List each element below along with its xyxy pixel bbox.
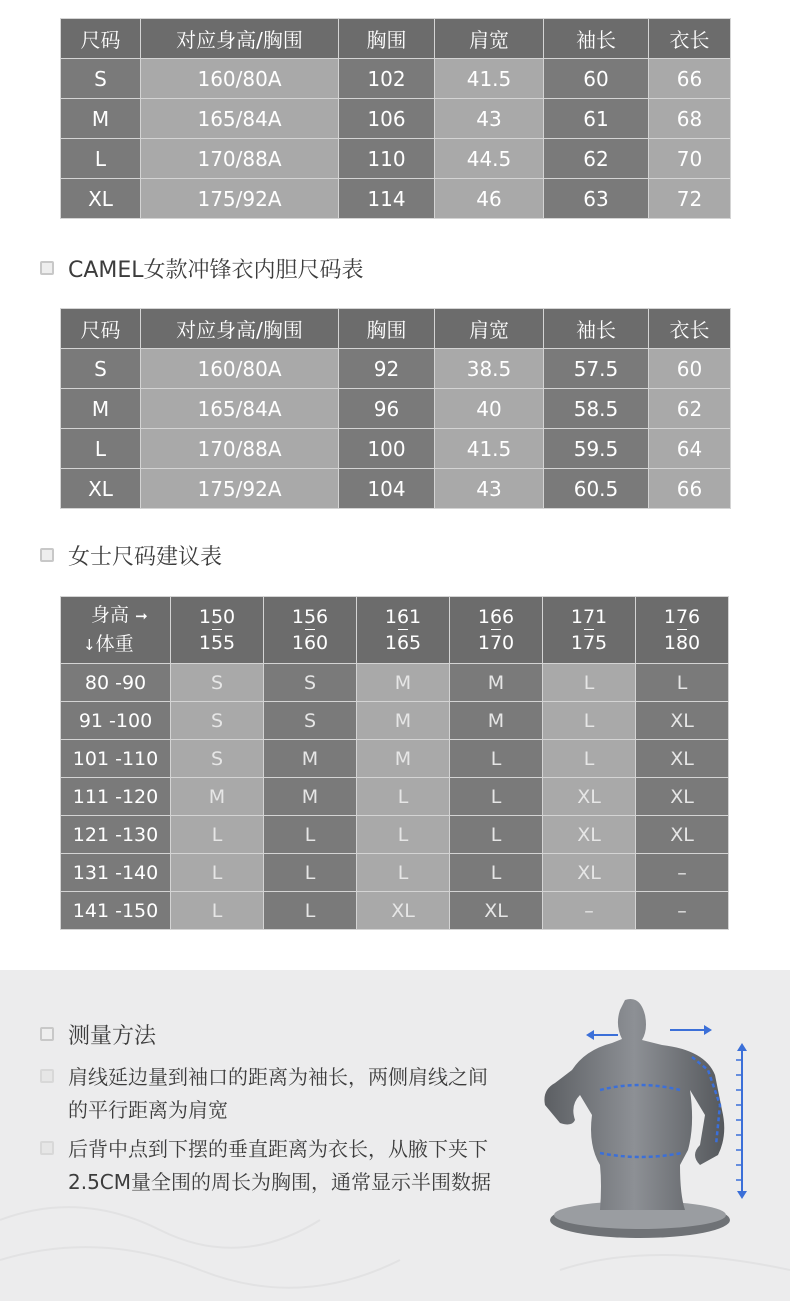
table-cell: 110 <box>339 139 435 179</box>
height-range-top: 171 <box>570 606 608 628</box>
table-cell: 64 <box>649 429 731 469</box>
size-cell: L <box>450 740 543 778</box>
size-cell: M <box>357 664 450 702</box>
table-cell: 66 <box>649 59 731 99</box>
table-row <box>61 139 731 179</box>
size-cell: M <box>171 778 264 816</box>
table-row <box>61 179 731 219</box>
size-cell: L <box>543 740 636 778</box>
table-cell: 60 <box>544 59 649 99</box>
weight-range-cell: 121 -130 <box>61 816 171 854</box>
size-cell: S <box>171 740 264 778</box>
height-range-header <box>450 597 543 664</box>
mannequin-illustration <box>530 995 770 1255</box>
table-cell: 100 <box>339 429 435 469</box>
table-row <box>61 664 729 702</box>
table-cell: 63 <box>544 179 649 219</box>
size-cell: L <box>357 816 450 854</box>
size-cell: M <box>357 702 450 740</box>
column-header: 尺码 <box>61 19 141 59</box>
table-cell: 58.5 <box>544 389 649 429</box>
column-header: 衣长 <box>649 19 731 59</box>
table-cell: L <box>61 429 141 469</box>
section-title-text: 女士尺码建议表 <box>68 544 223 570</box>
table-cell: 165/84A <box>141 99 339 139</box>
size-cell: L <box>450 778 543 816</box>
table-row <box>61 389 731 429</box>
table-cell: 43 <box>435 99 544 139</box>
table-cell: 170/88A <box>141 139 339 179</box>
table-cell: 160/80A <box>141 349 339 389</box>
column-header: 袖长 <box>544 309 649 349</box>
table-cell: 38.5 <box>435 349 544 389</box>
table-cell: 41.5 <box>435 429 544 469</box>
weight-range-cell: 91 -100 <box>61 702 171 740</box>
height-range-header <box>357 597 450 664</box>
height-range-bottom: 160 <box>291 632 329 654</box>
table-cell: 160/80A <box>141 59 339 99</box>
height-range-bottom: 175 <box>570 632 608 654</box>
arrow-down-icon: ↓ <box>83 636 96 654</box>
section-title-liner <box>40 253 364 283</box>
height-range-top: 150 <box>198 606 236 628</box>
size-cell: M <box>450 702 543 740</box>
column-header: 袖长 <box>544 19 649 59</box>
size-cell: M <box>450 664 543 702</box>
section-title-text: CAMEL女款冲锋衣内胆尺码表 <box>68 257 364 283</box>
table-cell: M <box>61 99 141 139</box>
height-range-header <box>543 597 636 664</box>
column-header: 对应身高/胸围 <box>141 309 339 349</box>
size-cell: L <box>357 854 450 892</box>
size-cell: XL <box>636 740 729 778</box>
table-cell: 61 <box>544 99 649 139</box>
arrow-right-icon: ➞ <box>135 607 148 625</box>
height-range-bottom: 170 <box>477 632 515 654</box>
table-cell: L <box>61 139 141 179</box>
size-cell: L <box>171 892 264 930</box>
table-cell: 104 <box>339 469 435 509</box>
size-cell: M <box>264 740 357 778</box>
weight-range-cell: 101 -110 <box>61 740 171 778</box>
size-cell: L <box>264 892 357 930</box>
weight-range-cell: 80 -90 <box>61 664 171 702</box>
table-cell: S <box>61 349 141 389</box>
table-cell: 43 <box>435 469 544 509</box>
table-header-row <box>61 19 731 59</box>
bullet-square-icon <box>40 1069 54 1083</box>
size-cell: S <box>171 664 264 702</box>
column-header: 胸围 <box>339 19 435 59</box>
table-row <box>61 854 729 892</box>
size-cell: L <box>171 854 264 892</box>
size-cell: L <box>450 854 543 892</box>
height-range-bottom: 165 <box>384 632 422 654</box>
size-cell: – <box>543 892 636 930</box>
size-recommend-table <box>60 596 729 930</box>
table-cell: 44.5 <box>435 139 544 179</box>
section-title-measure <box>40 1019 156 1049</box>
column-header: 衣长 <box>649 309 731 349</box>
corner-cell <box>61 597 171 664</box>
size-cell: XL <box>543 854 636 892</box>
table-cell: M <box>61 389 141 429</box>
size-cell: L <box>264 854 357 892</box>
size-cell: L <box>543 702 636 740</box>
table-cell: 165/84A <box>141 389 339 429</box>
size-cell: L <box>171 816 264 854</box>
table-cell: 40 <box>435 389 544 429</box>
table-cell: 62 <box>544 139 649 179</box>
weight-range-cell: 111 -120 <box>61 778 171 816</box>
size-cell: S <box>264 702 357 740</box>
weight-range-cell: 131 -140 <box>61 854 171 892</box>
table-cell: S <box>61 59 141 99</box>
table-row <box>61 816 729 854</box>
paragraph-text: 肩线延边量到袖口的距离为袖长，两侧肩线之间的平行距离为肩宽 <box>68 1065 488 1122</box>
section-title-recommend <box>40 540 222 570</box>
size-cell: L <box>450 816 543 854</box>
table-cell: 70 <box>649 139 731 179</box>
table-cell: 175/92A <box>141 179 339 219</box>
table-cell: 68 <box>649 99 731 139</box>
size-cell: XL <box>636 816 729 854</box>
size-cell: XL <box>543 778 636 816</box>
size-cell: XL <box>543 816 636 854</box>
column-header: 肩宽 <box>435 309 544 349</box>
table-cell: 60.5 <box>544 469 649 509</box>
table-cell: 170/88A <box>141 429 339 469</box>
column-header: 尺码 <box>61 309 141 349</box>
table-row <box>61 99 731 139</box>
column-header: 肩宽 <box>435 19 544 59</box>
table-row <box>61 429 731 469</box>
table-cell: 102 <box>339 59 435 99</box>
measure-paragraph-sleeve <box>40 1061 510 1127</box>
table-row <box>61 740 729 778</box>
table-cell: XL <box>61 469 141 509</box>
table-cell: XL <box>61 179 141 219</box>
bullet-square-icon <box>40 1027 54 1041</box>
size-table-liner <box>60 308 731 509</box>
size-cell: L <box>264 816 357 854</box>
size-cell: L <box>357 778 450 816</box>
bullet-square-icon <box>40 261 54 275</box>
table-row <box>61 349 731 389</box>
bullet-square-icon <box>40 1141 54 1155</box>
height-range-top: 166 <box>477 606 515 628</box>
column-header: 对应身高/胸围 <box>141 19 339 59</box>
table-cell: 66 <box>649 469 731 509</box>
table-cell: 62 <box>649 389 731 429</box>
measure-paragraph-length <box>40 1133 510 1199</box>
table-cell: 96 <box>339 389 435 429</box>
table-cell: 175/92A <box>141 469 339 509</box>
size-cell: S <box>264 664 357 702</box>
size-cell: L <box>636 664 729 702</box>
size-cell: – <box>636 854 729 892</box>
table-cell: 57.5 <box>544 349 649 389</box>
table-header-row <box>61 597 729 664</box>
table-cell: 46 <box>435 179 544 219</box>
height-range-top: 176 <box>663 606 701 628</box>
height-range-header <box>264 597 357 664</box>
height-range-header <box>636 597 729 664</box>
table-row <box>61 59 731 99</box>
table-row <box>61 778 729 816</box>
size-cell: S <box>171 702 264 740</box>
table-row <box>61 702 729 740</box>
table-cell: 60 <box>649 349 731 389</box>
size-cell: M <box>357 740 450 778</box>
table-cell: 59.5 <box>544 429 649 469</box>
size-cell: XL <box>636 702 729 740</box>
table-cell: 41.5 <box>435 59 544 99</box>
size-cell: XL <box>636 778 729 816</box>
size-cell: XL <box>357 892 450 930</box>
height-range-bottom: 180 <box>663 632 701 654</box>
weight-label: 体重 <box>95 633 134 655</box>
height-range-bottom: 155 <box>198 632 236 654</box>
height-label: 身高 <box>91 604 130 626</box>
table-row <box>61 469 731 509</box>
table-cell: 92 <box>339 349 435 389</box>
height-range-top: 156 <box>291 606 329 628</box>
weight-range-cell: 141 -150 <box>61 892 171 930</box>
paragraph-text: 后背中点到下摆的垂直距离为衣长，从腋下夹下2.5CM量全围的周长为胸围，通常显示半围数据 <box>68 1137 492 1194</box>
table-cell: 114 <box>339 179 435 219</box>
height-range-top: 161 <box>384 606 422 628</box>
table-cell: 72 <box>649 179 731 219</box>
table-header-row <box>61 309 731 349</box>
bullet-square-icon <box>40 548 54 562</box>
size-cell: – <box>636 892 729 930</box>
size-cell: XL <box>450 892 543 930</box>
size-cell: M <box>264 778 357 816</box>
table-row <box>61 892 729 930</box>
size-cell: L <box>543 664 636 702</box>
column-header: 胸围 <box>339 309 435 349</box>
size-table-outer <box>60 18 731 219</box>
height-range-header <box>171 597 264 664</box>
table-cell: 106 <box>339 99 435 139</box>
section-title-text: 测量方法 <box>68 1023 157 1049</box>
